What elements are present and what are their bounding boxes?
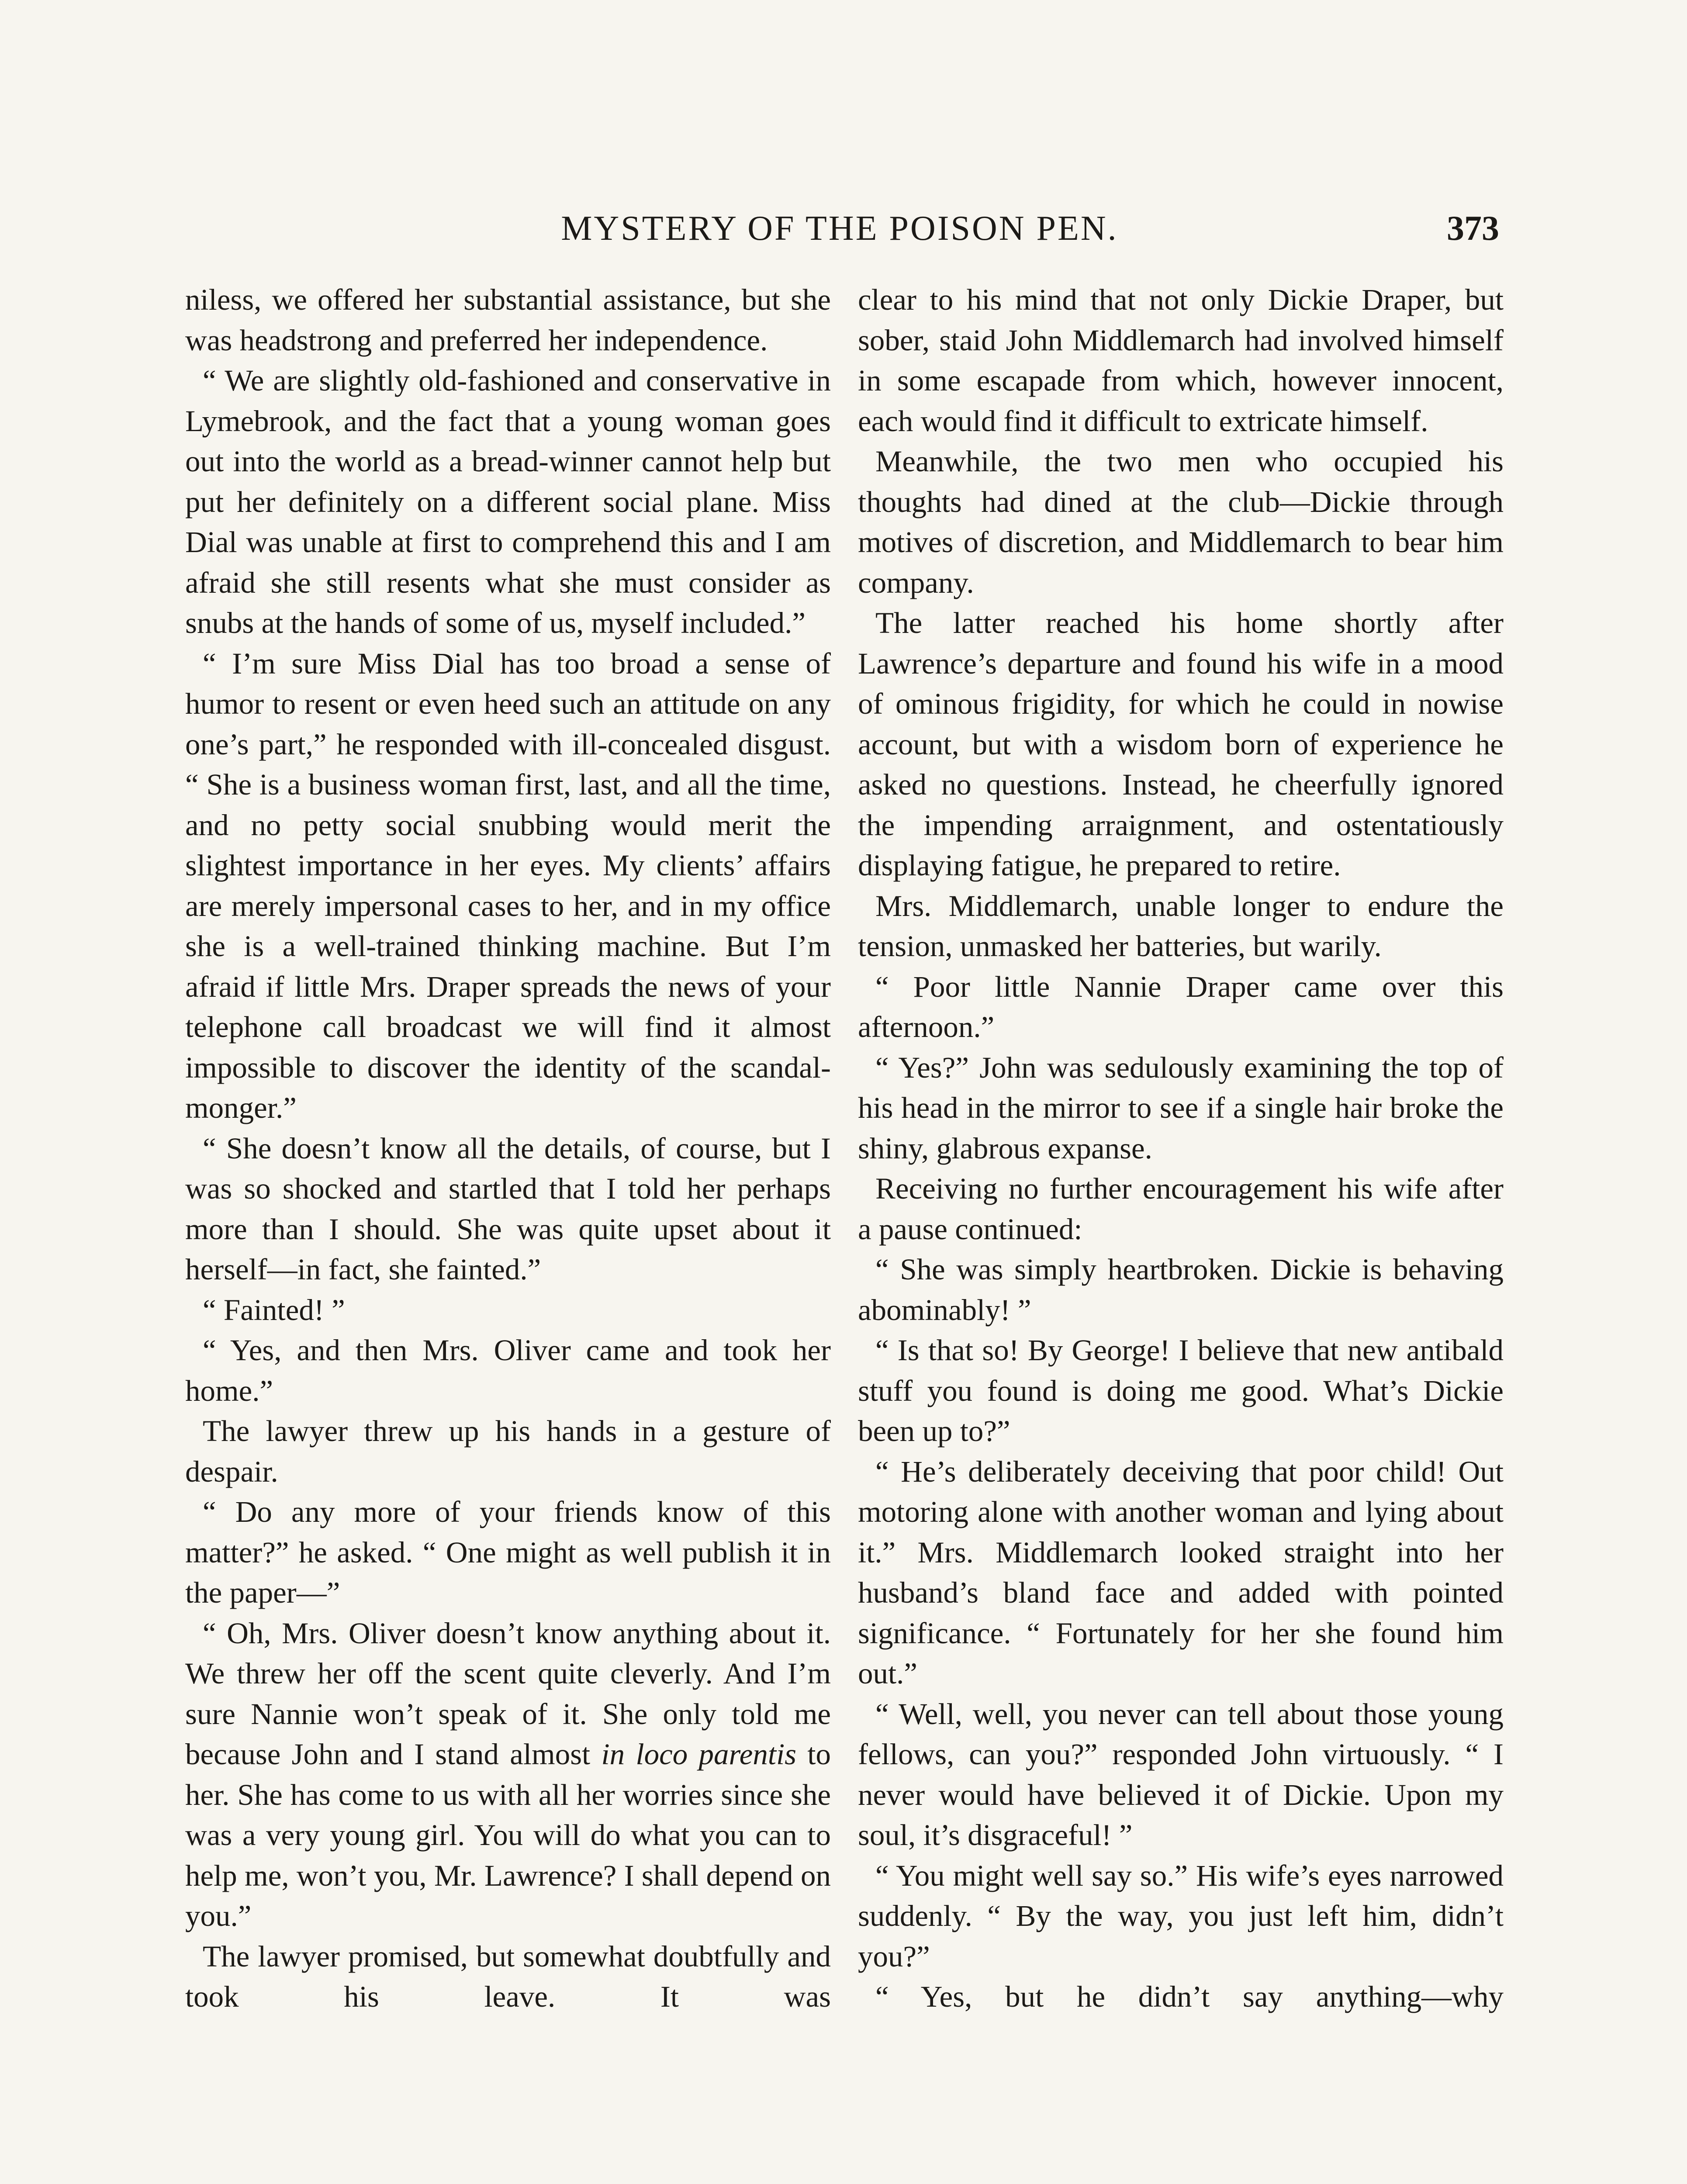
paragraph: The lawyer promised, but somewhat doubtfully and took his leave. It was bbox=[185, 1939, 831, 2013]
paragraph-text: “ Oh, Mrs. Oliver doesn’t know anything about it. We threw her off the scent quite cleverly. And I’m sure Nannie won’t speak of it. She only told me because John and I stand almost bbox=[185, 1616, 831, 1771]
paragraph: “ You might well say so.” His wife’s eyes narrowed suddenly. “ By the way, you just left him, didn’t you?” bbox=[858, 1859, 1504, 1973]
paragraph: “ Yes?” John was sedulously examining the top of his head in the mirror to see if a single hair broke the shiny, glabrous expanse. bbox=[858, 1051, 1504, 1165]
paragraph: “ She doesn’t know all the details, of course, but I was so shocked and startled that I told her perhaps more than I should. She was quite upset about it herself—in fact, she fainted.” bbox=[185, 1131, 831, 1286]
paragraph: The lawyer threw up his hands in a gesture of despair. bbox=[185, 1414, 831, 1488]
paragraph: “ Yes, and then Mrs. Oliver came and took her home.” bbox=[185, 1334, 831, 1407]
running-title: MYSTERY OF THE POISON PEN. bbox=[561, 209, 1118, 248]
paragraph: Meanwhile, the two men who occupied his thoughts had dined at the club—Dickie through motives of discretion, and Middlemarch to bear him company. bbox=[858, 445, 1504, 599]
paragraph: Receiving no further encouragement his wife after a pause continued: bbox=[858, 1172, 1504, 1246]
paragraph: Mrs. Middlemarch, unable longer to endure the tension, unmasked her batteries, but warily. bbox=[858, 889, 1504, 963]
paragraph: “ We are slightly old-fashioned and conservative in Lymebrook, and the fact that a young woman goes out into the world as a bread-winner cannot help but put her definitely on a different social plane. Miss Dial was unable at first to comprehend this and I am afraid she still resents what she must consider as snubs at the hands of some of us, myself included.” bbox=[185, 364, 831, 639]
paragraph: niless, we offered her substantial assistance, but she was headstrong and preferred her independence. bbox=[185, 283, 831, 357]
paragraph: The latter reached his home shortly after Lawrence’s departure and found his wife in a mood of ominous frigidity, for which he could in nowise account, but with a wisdom born of experience he asked no questions. Instead, he cheerfully ignored the impending arraignment, and ostentatiously displaying fatigue, he prepared to retire. bbox=[858, 606, 1504, 882]
left-column bbox=[185, 280, 831, 2017]
latin-phrase: in loco parentis bbox=[601, 1738, 797, 1771]
paragraph: “ Well, well, you never can tell about those young fellows, can you?” responded John virtuously. “ I never would have believed it of Dickie. Upon my soul, it’s disgraceful! ” bbox=[858, 1697, 1504, 1852]
page-number: 373 bbox=[1447, 209, 1499, 248]
paragraph: “ I’m sure Miss Dial has too broad a sense of humor to resent or even heed such an attitude on any one’s part,” he responded with ill-concealed disgust. “ She is a business woman first, last, and all the time, and no petty social snubbing would merit the slightest importance in her eyes. My clients’ affairs are merely impersonal cases to her, and in my office she is a well-trained thinking machine. But I’m afraid if little Mrs. Draper spreads the news of your telephone call broadcast we will find it almost impossible to discover the identity of the scandal-monger.” bbox=[185, 646, 831, 1124]
paragraph bbox=[185, 1613, 831, 1936]
paragraph: “ He’s deliberately deceiving that poor child! Out motoring alone with another woman and lying about it.” Mrs. Middlemarch looked straight into her husband’s bland face and added with pointed significance. “ Fortunately for her she found him out.” bbox=[858, 1455, 1504, 1690]
paragraph: “ Do any more of your friends know of this matter?” he asked. “ One might as well publish it in the paper—” bbox=[185, 1495, 831, 1609]
paragraph: “ Poor little Nannie Draper came over this afternoon.” bbox=[858, 970, 1504, 1044]
paragraph-text: to her. She has come to us with all her worries since she was a very young girl. You will do what you can to help me, won’t you, Mr. Lawrence? I shall depend on you.” bbox=[185, 1738, 831, 1932]
paragraph: “ Is that so! By George! I believe that new antibald stuff you found is doing me good. What’s Dickie been up to?” bbox=[858, 1334, 1504, 1448]
paragraph: “ Yes, but he didn’t say anything—why bbox=[875, 1980, 1504, 2013]
paragraph: clear to his mind that not only Dickie Draper, but sober, staid John Middlemarch had involved himself in some escapade from which, however innocent, each would find it difficult to extricate himself. bbox=[858, 283, 1504, 438]
running-head bbox=[180, 204, 1499, 252]
right-column bbox=[858, 280, 1504, 2017]
paragraph: “ Fainted! ” bbox=[203, 1293, 345, 1327]
paragraph: “ She was simply heartbroken. Dickie is behaving abominably! ” bbox=[858, 1253, 1504, 1327]
